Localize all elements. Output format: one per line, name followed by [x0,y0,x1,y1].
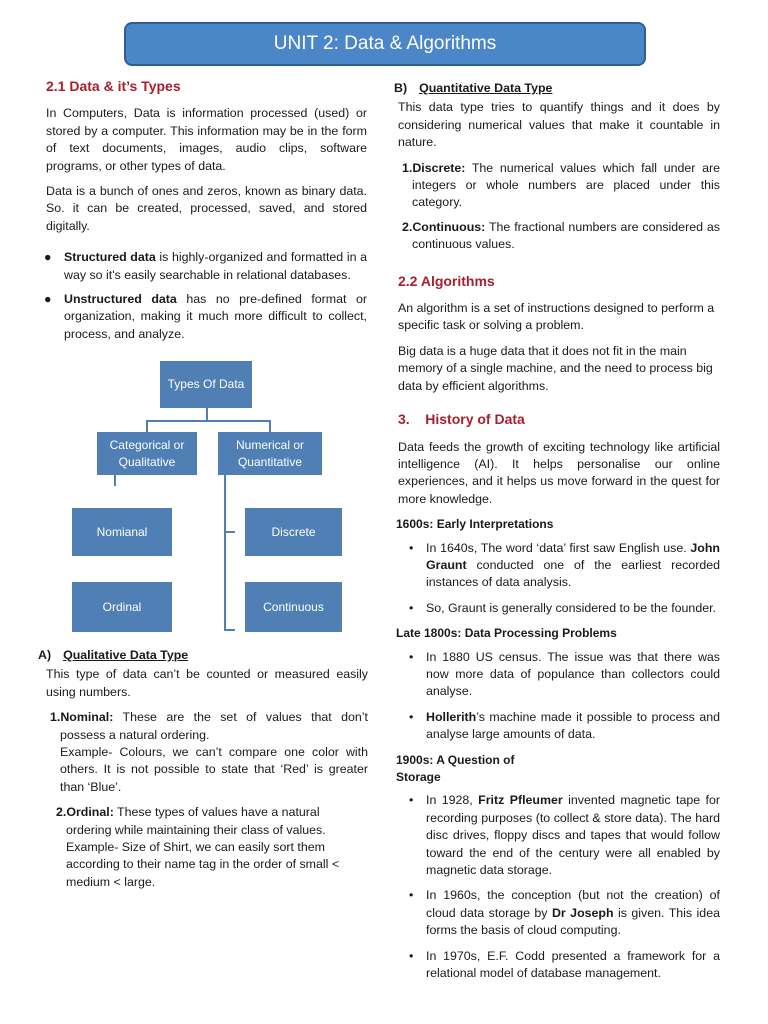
algorithm-definition: An algorithm is a set of instructions designed to perform a specific task or solving a problem. [398,301,715,333]
nominal-item [50,709,368,744]
nominal-label: 1.Nominal: [50,710,114,725]
section-3-heading [398,411,720,428]
right-column [394,80,720,990]
era1-bullet-2 [394,600,720,617]
bullet-text: So, Graunt is generally considered to be the founder. [426,600,716,615]
history-intro: Data feeds the growth of exciting technology like artificial intelligence (AI). It helps personalise our online experiences, and it helps us move forward in the quest for more knowledge. [398,439,720,506]
bullet-icon: • [409,793,414,808]
ordinal-text: These types of values have a natural ordering while maintaining their class of values. Example- Size of Shirt, we can easily sort them according to their name tag in the order of small < medium < large. [66,805,340,889]
ordinal-label: 2.Ordinal: [56,805,114,820]
quantitative-heading [394,80,720,97]
bullet-text: In 1928, [426,793,479,808]
era3-bullet-1 [394,792,720,879]
diagram-categorical-box [97,432,197,475]
quantitative-description: This data type tries to quantify things and it does by considering numerical values that make it countable in nature. [398,100,720,150]
diagram-discrete-box [245,508,342,556]
ordinal-item [56,804,368,891]
era3-bullet-2 [394,887,720,939]
section-3-number: 3. [398,411,410,428]
diagram-categorical-label: Categorical or Qualitative [109,437,185,469]
bullet-name: John Graunt [426,540,720,572]
era-1800s-heading: Late 1800s: Data Processing Problems [396,626,617,641]
nominal-text: These are the set of values that don’t possess a natural ordering. [60,710,368,742]
binary-data-paragraph: Data is a bunch of ones and zeros, known as binary data. So. it can be created, processed, saved, and stored digitally. [46,184,367,233]
bullet-icon: • [409,600,414,615]
big-data-paragraph: Big data is a huge data that it does not fit in the main memory of a single machine, and the need to process big data by efficient algorithms. [398,343,713,393]
diagram-numerical-label: Numerical or Quantitative [235,437,304,469]
bullet-text: has no pre-defined format or organization, making it much more difficult to collect, process, and analyze. [64,292,367,341]
bullet-text: invented magnetic tape for recording purposes (to collect & store data). The hard disc drives, floppy discs and tapes that would follow toward the end of the century were all enabled by magnetic data storage. [426,793,720,878]
diagram-root-label: Types Of Data [167,377,245,391]
era3-bullet-3 [394,948,720,983]
era1-bullet-1 [394,540,720,592]
bullet-text: In 1880 US census. The issue was that there was now more data of populance than collectors could analyse. [426,649,720,699]
bullet-term: Structured data [64,250,156,265]
unit-title: UNIT 2: Data & Algorithms [273,33,497,54]
section-letter: A) [38,648,52,662]
diagram-continuous-box [245,582,342,632]
bullet-name: Fritz Pfleumer [478,793,563,808]
continuous-item [402,219,720,254]
continuous-text: The fractional numbers are considered as continuous values. [412,219,720,252]
qualitative-heading [38,647,368,664]
structured-data-bullet [42,249,367,284]
diagram-root-box [160,361,252,408]
era-1600s-heading: 1600s: Early Interpretations [396,517,554,532]
qualitative-description: This type of data can’t be counted or measured easily using numbers. [46,667,368,699]
discrete-item [402,160,720,212]
bullet-icon: ● [44,250,52,265]
section-2-1-heading: 2.1 Data & it’s Types [46,78,181,94]
bullet-icon: • [409,888,414,903]
diagram-ordinal-label: Ordinal [102,599,142,614]
bullet-text: ’s machine made it possible to process and analyse large amounts of data. [426,709,720,742]
bullet-name: Dr Joseph [551,905,614,920]
types-of-data-diagram [70,358,350,638]
bullet-icon: • [409,709,414,724]
era2-bullet-1 [394,649,720,701]
bullet-icon: • [409,649,414,664]
bullet-text: In 1960s, the conception (but not the creation) of cloud data storage by [426,888,720,920]
quantitative-title: Quantitative Data Type [419,81,553,95]
bullet-text: In 1970s, E.F. Codd presented a framework for a [426,948,720,963]
diagram-discrete-label: Discrete [271,524,316,539]
bullet-text: conducted one of the earliest recorded instances of data analysis. [426,557,720,590]
unit-title-banner [124,22,646,66]
bullet-text: is given. This idea forms the basis of cloud computing. [426,905,720,938]
qualitative-section [38,647,368,898]
bullet-name: Hollerith [426,709,477,724]
diagram-ordinal-box [72,582,172,632]
continuous-label: 2.Continuous: [402,219,486,234]
era2-bullet-2 [394,709,720,744]
bullet-icon: • [409,948,414,963]
diagram-numerical-box [218,432,322,475]
discrete-text: The numerical values which fall under are integers or whole numbers are placed under this category. [412,160,720,210]
bullet-icon: • [409,540,414,555]
diagram-nominal-label: Nomianal [96,524,148,539]
nominal-example: Example- Colours, we can’t compare one color with others. It is not possible to state that ‘Red’ is greater than ‘Blue’. [60,745,368,794]
section-2-2-heading: 2.2 Algorithms [398,272,495,289]
bullet-text: is highly-organized and formatted in a way so it's easily searchable in relational databases. [64,250,367,282]
bullet-icon: ● [44,292,52,307]
bullet-term: Unstructured data [64,292,177,307]
bullet-name: relational model [426,966,514,981]
diagram-nominal-box [72,508,172,556]
diagram-continuous-label: Continuous [263,599,324,614]
bullet-text: of database management. [513,966,661,981]
qualitative-title: Qualitative Data Type [63,648,189,662]
left-column [42,78,367,350]
section-letter: B) [394,81,408,95]
bullet-text: In 1640s, The word ‘data’ first saw English use. [426,540,691,555]
unstructured-data-bullet [42,291,367,343]
data-definition-paragraph: In Computers, Data is information processed (used) or stored by a computer. This information may be in the form of text documents, images, audio clips, software programs, or other types of data. [46,106,367,173]
discrete-label: 1.Discrete: [402,160,466,175]
era-1900s-heading: 1900s: A Question of Storage [396,752,515,784]
section-3-title: History of Data [425,411,525,428]
